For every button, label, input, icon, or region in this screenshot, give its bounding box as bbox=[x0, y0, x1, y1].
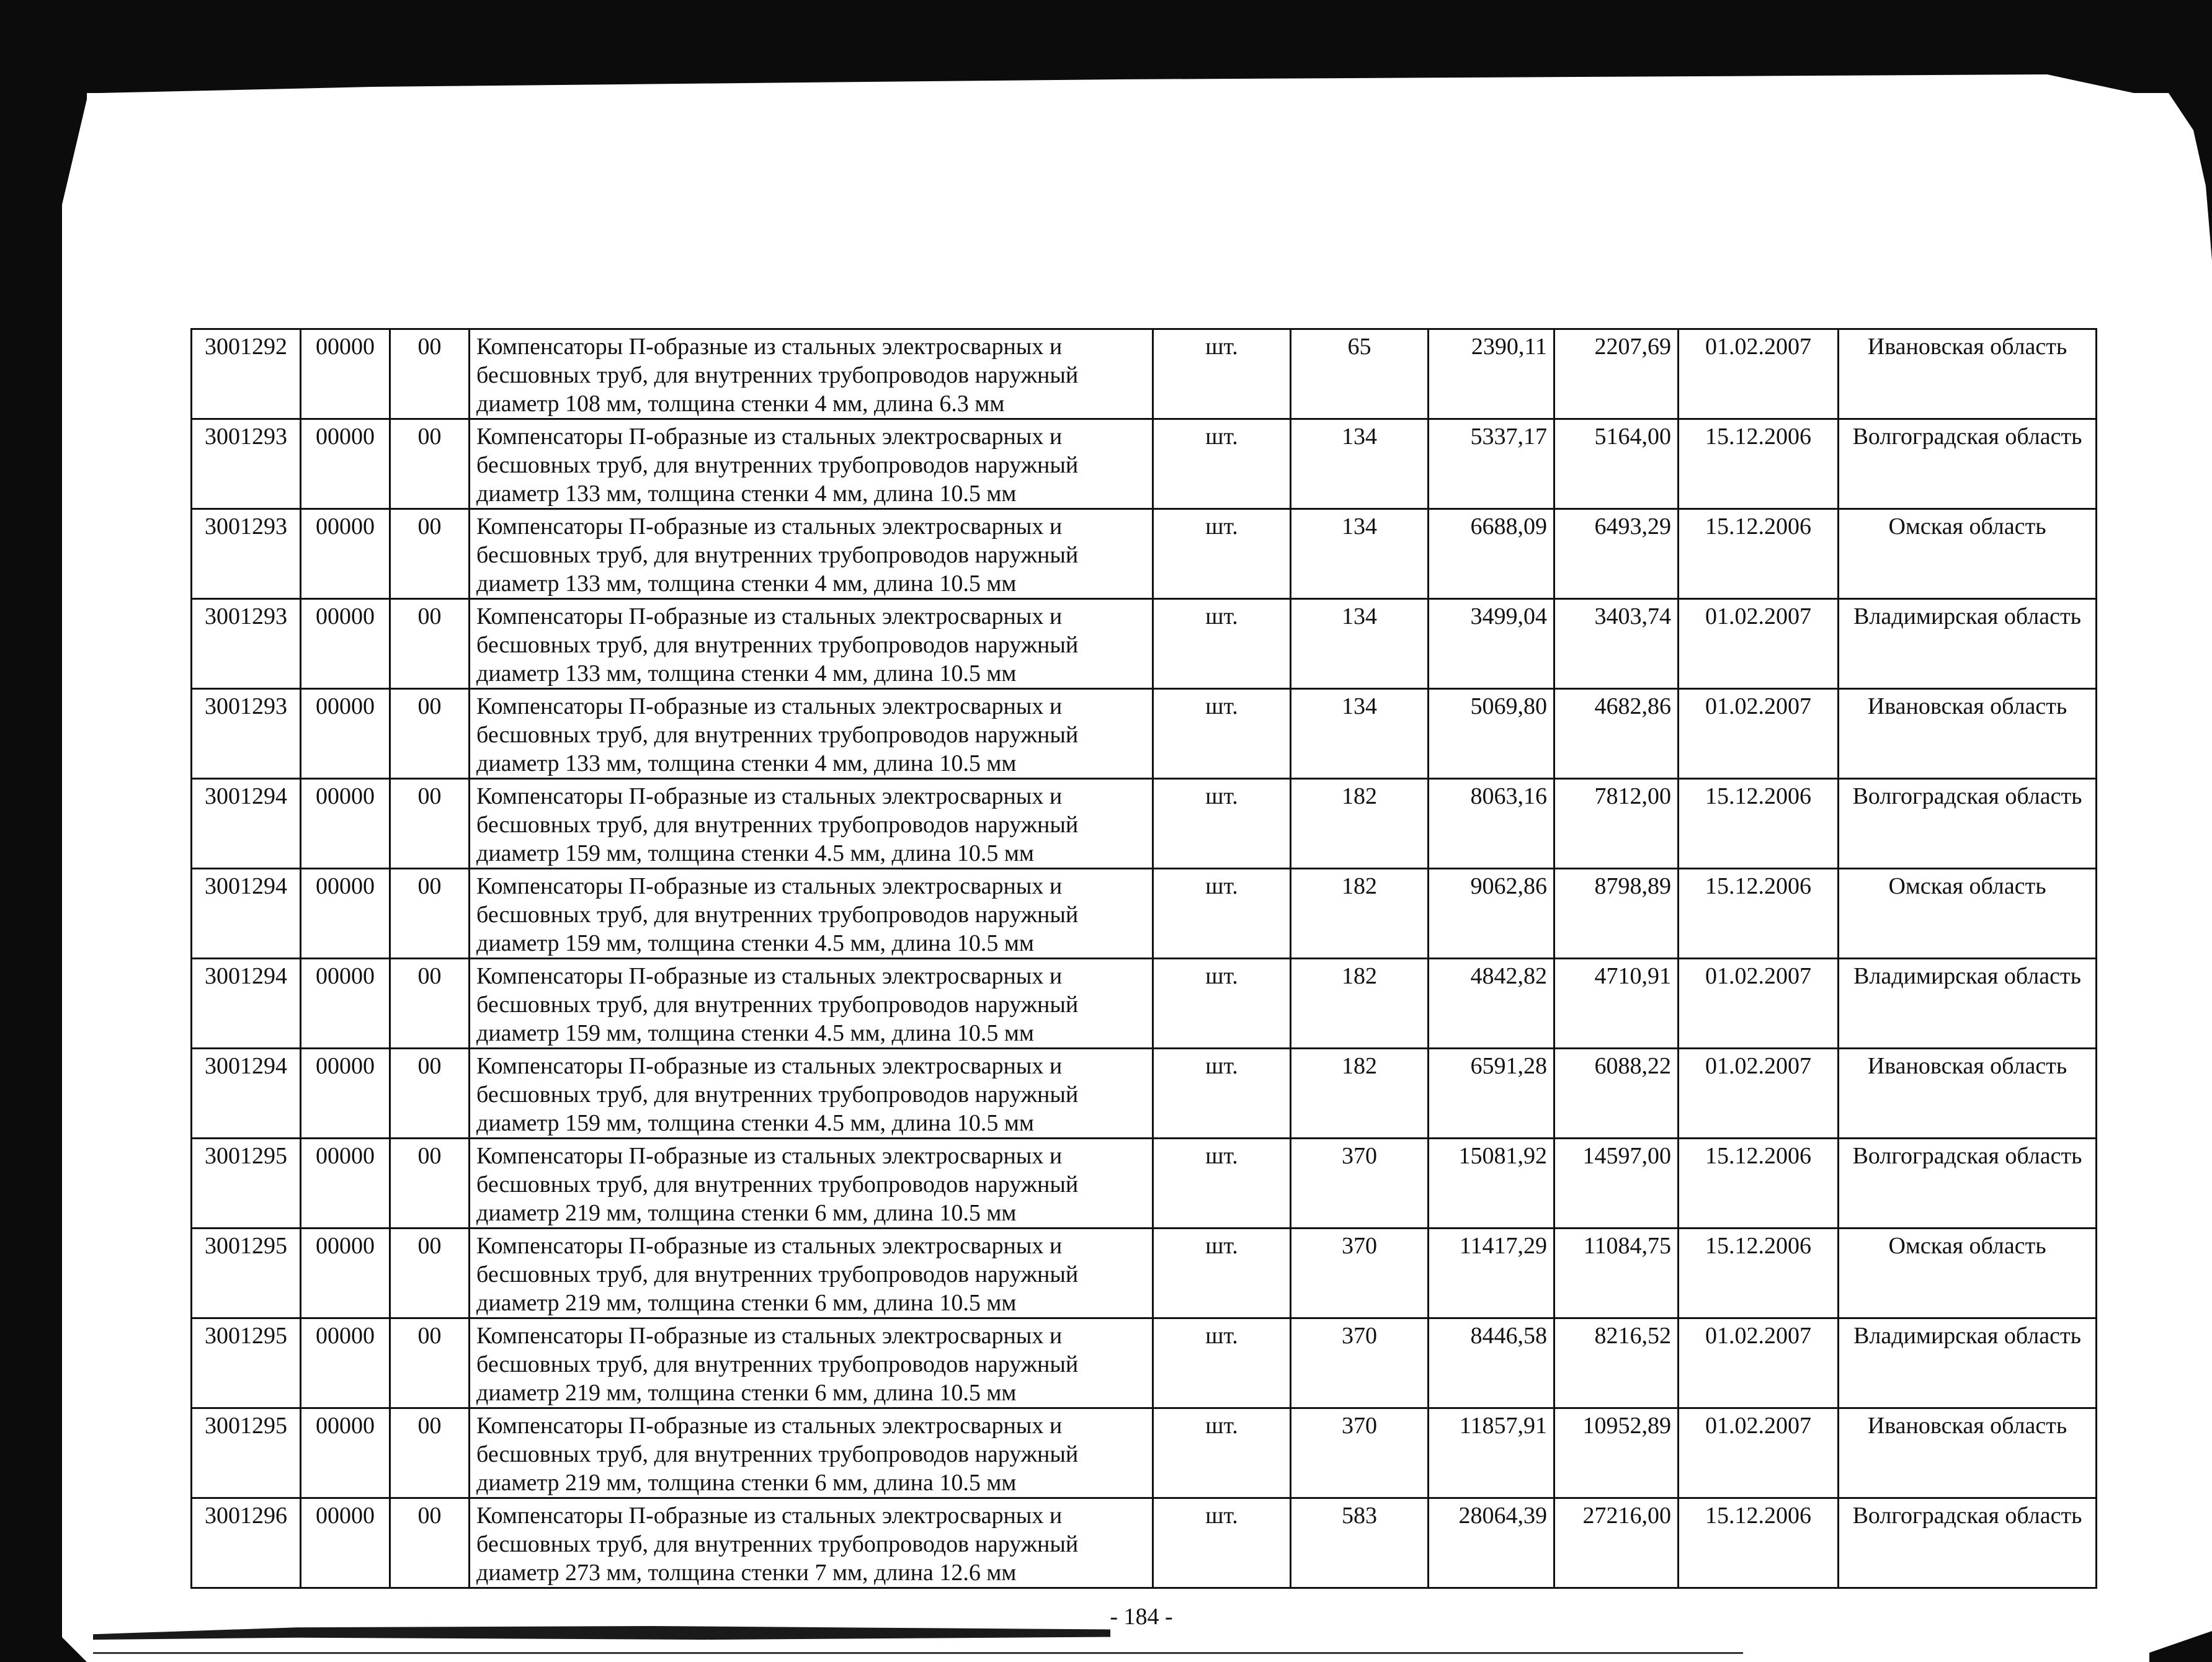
cell-code: 3001295 bbox=[192, 1318, 301, 1408]
cell-region: Владимирская область bbox=[1839, 959, 2097, 1049]
cell-code: 3001293 bbox=[192, 689, 301, 779]
cell-price-1: 2390,11 bbox=[1429, 329, 1554, 419]
cell-unit: шт. bbox=[1153, 1139, 1291, 1229]
cell-price-1: 5069,80 bbox=[1429, 689, 1554, 779]
cell-quantity: 182 bbox=[1291, 1049, 1429, 1139]
cell-unit: шт. bbox=[1153, 1049, 1291, 1139]
cell-price-1: 4842,82 bbox=[1429, 959, 1554, 1049]
cell-subcode-1: 00000 bbox=[301, 1318, 390, 1408]
cell-subcode-1: 00000 bbox=[301, 329, 390, 419]
cell-region: Владимирская область bbox=[1839, 1318, 2097, 1408]
cell-description: Компенсаторы П-образные из стальных электросварных и бесшовных труб, для внутренних трубопроводов наружный диаметр 159 мм, толщина стенки 4.5 мм, длина 10.5 мм bbox=[470, 869, 1153, 959]
cell-price-2: 7812,00 bbox=[1554, 779, 1679, 869]
cell-description: Компенсаторы П-образные из стальных электросварных и бесшовных труб, для внутренних трубопроводов наружный диаметр 133 мм, толщина стенки 4 мм, длина 10.5 мм bbox=[470, 599, 1153, 689]
cell-date: 15.12.2006 bbox=[1679, 1498, 1839, 1588]
table-row bbox=[192, 1049, 2097, 1139]
cell-code: 3001292 bbox=[192, 329, 301, 419]
scan-border-top bbox=[0, 0, 2212, 93]
cell-subcode-1: 00000 bbox=[301, 599, 390, 689]
cell-region: Ивановская область bbox=[1839, 689, 2097, 779]
cell-date: 15.12.2006 bbox=[1679, 779, 1839, 869]
cell-quantity: 182 bbox=[1291, 959, 1429, 1049]
table-row bbox=[192, 1498, 2097, 1588]
cell-code: 3001294 bbox=[192, 1049, 301, 1139]
cell-unit: шт. bbox=[1153, 869, 1291, 959]
cell-code: 3001293 bbox=[192, 509, 301, 599]
cell-subcode-2: 00 bbox=[390, 1498, 470, 1588]
scan-border-right bbox=[2144, 0, 2212, 260]
table-row bbox=[192, 779, 2097, 869]
cell-description: Компенсаторы П-образные из стальных электросварных и бесшовных труб, для внутренних трубопроводов наружный диаметр 219 мм, толщина стенки 6 мм, длина 10.5 мм bbox=[470, 1139, 1153, 1229]
cell-date: 15.12.2006 bbox=[1679, 1229, 1839, 1318]
cell-price-2: 2207,69 bbox=[1554, 329, 1679, 419]
cell-subcode-2: 00 bbox=[390, 329, 470, 419]
cell-subcode-1: 00000 bbox=[301, 509, 390, 599]
cell-subcode-2: 00 bbox=[390, 779, 470, 869]
table-row bbox=[192, 689, 2097, 779]
table-row bbox=[192, 509, 2097, 599]
cell-region: Волгоградская область bbox=[1839, 1498, 2097, 1588]
cell-subcode-2: 00 bbox=[390, 1318, 470, 1408]
cell-quantity: 370 bbox=[1291, 1229, 1429, 1318]
cell-quantity: 583 bbox=[1291, 1498, 1429, 1588]
cell-quantity: 182 bbox=[1291, 779, 1429, 869]
cell-quantity: 134 bbox=[1291, 419, 1429, 509]
cell-date: 01.02.2007 bbox=[1679, 1049, 1839, 1139]
cell-description: Компенсаторы П-образные из стальных электросварных и бесшовных труб, для внутренних трубопроводов наружный диаметр 159 мм, толщина стенки 4.5 мм, длина 10.5 мм bbox=[470, 959, 1153, 1049]
scan-artifact-corner bbox=[2149, 1631, 2212, 1662]
cell-subcode-2: 00 bbox=[390, 509, 470, 599]
cell-subcode-1: 00000 bbox=[301, 419, 390, 509]
cell-description: Компенсаторы П-образные из стальных электросварных и бесшовных труб, для внутренних трубопроводов наружный диаметр 133 мм, толщина стенки 4 мм, длина 10.5 мм bbox=[470, 509, 1153, 599]
cell-price-1: 11417,29 bbox=[1429, 1229, 1554, 1318]
cell-price-2: 3403,74 bbox=[1554, 599, 1679, 689]
table-row bbox=[192, 329, 2097, 419]
cell-quantity: 182 bbox=[1291, 869, 1429, 959]
price-table bbox=[190, 328, 2097, 1589]
cell-quantity: 370 bbox=[1291, 1139, 1429, 1229]
cell-quantity: 134 bbox=[1291, 599, 1429, 689]
cell-code: 3001293 bbox=[192, 599, 301, 689]
cell-description: Компенсаторы П-образные из стальных электросварных и бесшовных труб, для внутренних трубопроводов наружный диаметр 108 мм, толщина стенки 4 мм, длина 6.3 мм bbox=[470, 329, 1153, 419]
cell-region: Омская область bbox=[1839, 1229, 2097, 1318]
cell-unit: шт. bbox=[1153, 419, 1291, 509]
cell-subcode-1: 00000 bbox=[301, 1408, 390, 1498]
cell-unit: шт. bbox=[1153, 1318, 1291, 1408]
cell-code: 3001293 bbox=[192, 419, 301, 509]
cell-unit: шт. bbox=[1153, 1408, 1291, 1498]
cell-subcode-1: 00000 bbox=[301, 689, 390, 779]
cell-region: Ивановская область bbox=[1839, 1049, 2097, 1139]
cell-description: Компенсаторы П-образные из стальных электросварных и бесшовных труб, для внутренних трубопроводов наружный диаметр 133 мм, толщина стенки 4 мм, длина 10.5 мм bbox=[470, 419, 1153, 509]
cell-price-1: 5337,17 bbox=[1429, 419, 1554, 509]
table-row bbox=[192, 599, 2097, 689]
cell-subcode-1: 00000 bbox=[301, 1229, 390, 1318]
cell-code: 3001295 bbox=[192, 1139, 301, 1229]
cell-price-2: 8216,52 bbox=[1554, 1318, 1679, 1408]
cell-code: 3001295 bbox=[192, 1229, 301, 1318]
cell-description: Компенсаторы П-образные из стальных электросварных и бесшовных труб, для внутренних трубопроводов наружный диаметр 273 мм, толщина стенки 7 мм, длина 12.6 мм bbox=[470, 1498, 1153, 1588]
cell-unit: шт. bbox=[1153, 599, 1291, 689]
cell-subcode-2: 00 bbox=[390, 1139, 470, 1229]
cell-price-2: 10952,89 bbox=[1554, 1408, 1679, 1498]
cell-date: 15.12.2006 bbox=[1679, 869, 1839, 959]
table-row bbox=[192, 419, 2097, 509]
cell-price-2: 6088,22 bbox=[1554, 1049, 1679, 1139]
cell-price-1: 6688,09 bbox=[1429, 509, 1554, 599]
cell-date: 01.02.2007 bbox=[1679, 599, 1839, 689]
scan-artifact-streak bbox=[93, 1626, 1110, 1640]
cell-price-2: 8798,89 bbox=[1554, 869, 1679, 959]
cell-description: Компенсаторы П-образные из стальных электросварных и бесшовных труб, для внутренних трубопроводов наружный диаметр 159 мм, толщина стенки 4.5 мм, длина 10.5 мм bbox=[470, 779, 1153, 869]
cell-region: Волгоградская область bbox=[1839, 419, 2097, 509]
cell-unit: шт. bbox=[1153, 779, 1291, 869]
cell-price-1: 11857,91 bbox=[1429, 1408, 1554, 1498]
cell-date: 01.02.2007 bbox=[1679, 1408, 1839, 1498]
cell-unit: шт. bbox=[1153, 1229, 1291, 1318]
cell-region: Ивановская область bbox=[1839, 329, 2097, 419]
cell-price-2: 4682,86 bbox=[1554, 689, 1679, 779]
cell-region: Волгоградская область bbox=[1839, 1139, 2097, 1229]
cell-price-2: 6493,29 bbox=[1554, 509, 1679, 599]
cell-date: 01.02.2007 bbox=[1679, 959, 1839, 1049]
cell-region: Омская область bbox=[1839, 509, 2097, 599]
table-row bbox=[192, 1408, 2097, 1498]
cell-subcode-1: 00000 bbox=[301, 779, 390, 869]
cell-code: 3001294 bbox=[192, 959, 301, 1049]
table-row bbox=[192, 869, 2097, 959]
page-number: - 184 - bbox=[1110, 1604, 1173, 1630]
cell-quantity: 370 bbox=[1291, 1408, 1429, 1498]
cell-date: 01.02.2007 bbox=[1679, 689, 1839, 779]
cell-subcode-2: 00 bbox=[390, 869, 470, 959]
cell-date: 15.12.2006 bbox=[1679, 1139, 1839, 1229]
cell-price-2: 27216,00 bbox=[1554, 1498, 1679, 1588]
cell-subcode-2: 00 bbox=[390, 599, 470, 689]
cell-description: Компенсаторы П-образные из стальных электросварных и бесшовных труб, для внутренних трубопроводов наружный диаметр 159 мм, толщина стенки 4.5 мм, длина 10.5 мм bbox=[470, 1049, 1153, 1139]
cell-description: Компенсаторы П-образные из стальных электросварных и бесшовных труб, для внутренних трубопроводов наружный диаметр 219 мм, толщина стенки 6 мм, длина 10.5 мм bbox=[470, 1408, 1153, 1498]
cell-quantity: 370 bbox=[1291, 1318, 1429, 1408]
cell-price-1: 8446,58 bbox=[1429, 1318, 1554, 1408]
table-row bbox=[192, 1139, 2097, 1229]
cell-unit: шт. bbox=[1153, 329, 1291, 419]
cell-description: Компенсаторы П-образные из стальных электросварных и бесшовных труб, для внутренних трубопроводов наружный диаметр 219 мм, толщина стенки 6 мм, длина 10.5 мм bbox=[470, 1318, 1153, 1408]
cell-price-2: 11084,75 bbox=[1554, 1229, 1679, 1318]
cell-description: Компенсаторы П-образные из стальных электросварных и бесшовных труб, для внутренних трубопроводов наружный диаметр 133 мм, толщина стенки 4 мм, длина 10.5 мм bbox=[470, 689, 1153, 779]
cell-unit: шт. bbox=[1153, 959, 1291, 1049]
cell-region: Омская область bbox=[1839, 869, 2097, 959]
cell-date: 01.02.2007 bbox=[1679, 1318, 1839, 1408]
cell-price-1: 9062,86 bbox=[1429, 869, 1554, 959]
cell-date: 15.12.2006 bbox=[1679, 419, 1839, 509]
table-body bbox=[192, 329, 2097, 1588]
cell-price-1: 8063,16 bbox=[1429, 779, 1554, 869]
cell-subcode-2: 00 bbox=[390, 1408, 470, 1498]
cell-date: 01.02.2007 bbox=[1679, 329, 1839, 419]
table-row bbox=[192, 1229, 2097, 1318]
cell-quantity: 134 bbox=[1291, 509, 1429, 599]
scan-artifact-line bbox=[93, 1652, 1743, 1654]
cell-price-2: 5164,00 bbox=[1554, 419, 1679, 509]
cell-price-2: 14597,00 bbox=[1554, 1139, 1679, 1229]
cell-subcode-1: 00000 bbox=[301, 1049, 390, 1139]
cell-subcode-1: 00000 bbox=[301, 1139, 390, 1229]
cell-region: Волгоградская область bbox=[1839, 779, 2097, 869]
cell-code: 3001294 bbox=[192, 869, 301, 959]
cell-subcode-2: 00 bbox=[390, 1049, 470, 1139]
cell-price-1: 15081,92 bbox=[1429, 1139, 1554, 1229]
cell-subcode-2: 00 bbox=[390, 419, 470, 509]
cell-region: Ивановская область bbox=[1839, 1408, 2097, 1498]
scan-border-left bbox=[0, 0, 87, 1662]
cell-code: 3001296 bbox=[192, 1498, 301, 1588]
cell-subcode-1: 00000 bbox=[301, 869, 390, 959]
cell-code: 3001294 bbox=[192, 779, 301, 869]
cell-quantity: 65 bbox=[1291, 329, 1429, 419]
cell-date: 15.12.2006 bbox=[1679, 509, 1839, 599]
cell-unit: шт. bbox=[1153, 1498, 1291, 1588]
cell-subcode-1: 00000 bbox=[301, 959, 390, 1049]
cell-subcode-1: 00000 bbox=[301, 1498, 390, 1588]
cell-subcode-2: 00 bbox=[390, 959, 470, 1049]
cell-unit: шт. bbox=[1153, 689, 1291, 779]
cell-subcode-2: 00 bbox=[390, 689, 470, 779]
cell-price-1: 3499,04 bbox=[1429, 599, 1554, 689]
cell-unit: шт. bbox=[1153, 509, 1291, 599]
table-row bbox=[192, 1318, 2097, 1408]
cell-price-2: 4710,91 bbox=[1554, 959, 1679, 1049]
cell-subcode-2: 00 bbox=[390, 1229, 470, 1318]
table-row bbox=[192, 959, 2097, 1049]
cell-price-1: 28064,39 bbox=[1429, 1498, 1554, 1588]
cell-description: Компенсаторы П-образные из стальных электросварных и бесшовных труб, для внутренних трубопроводов наружный диаметр 219 мм, толщина стенки 6 мм, длина 10.5 мм bbox=[470, 1229, 1153, 1318]
cell-code: 3001295 bbox=[192, 1408, 301, 1498]
cell-quantity: 134 bbox=[1291, 689, 1429, 779]
cell-price-1: 6591,28 bbox=[1429, 1049, 1554, 1139]
cell-region: Владимирская область bbox=[1839, 599, 2097, 689]
